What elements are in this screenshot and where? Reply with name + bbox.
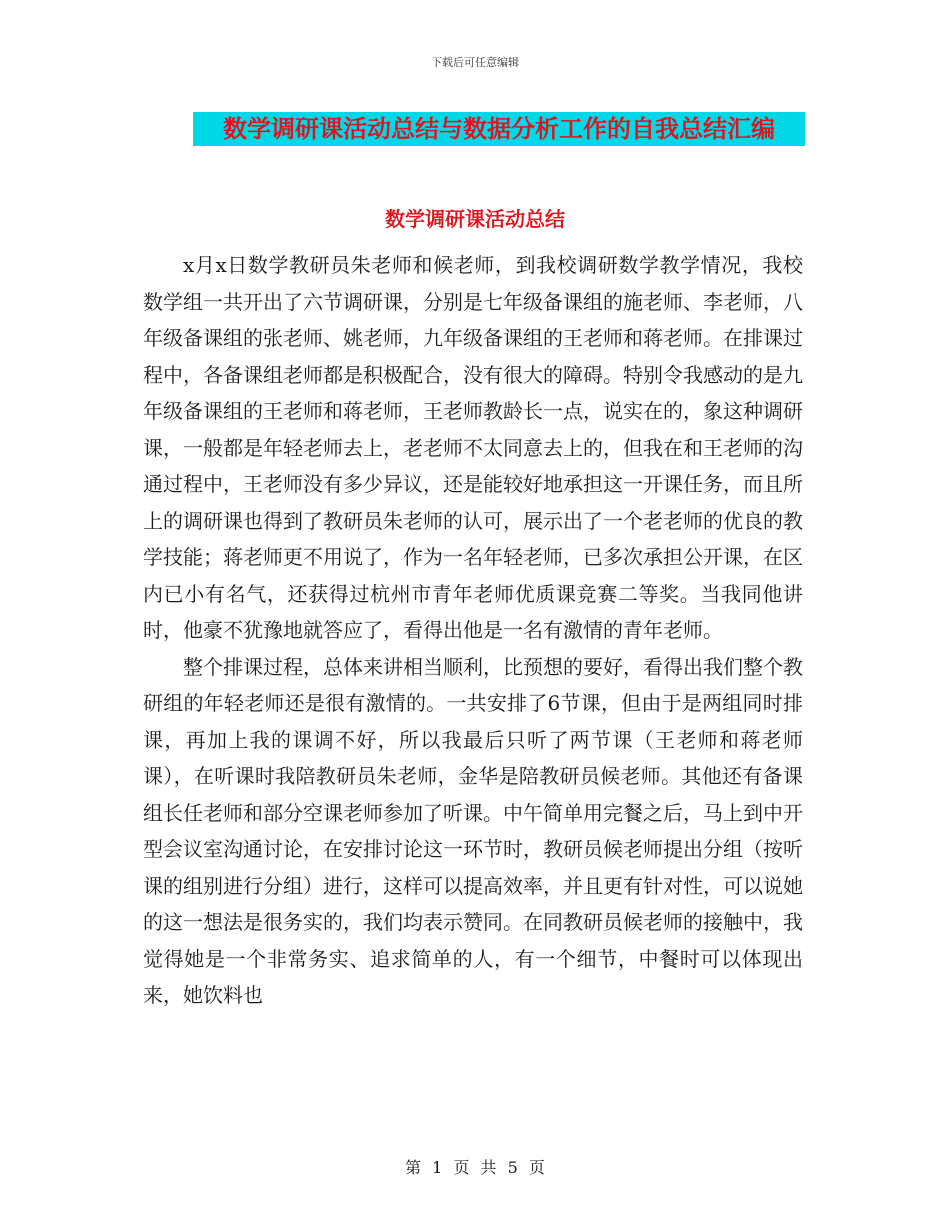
paragraph: x月x日数学教研员朱老师和候老师，到我校调研数学教学情况，我校数学组一共开出了六节调研课，分别是七年级备课组的施老师、李老师，八年级备课组的张老师、姚老师，九年级备课组的王老师和蒋老师。在排课过程中，各备课组老师都是积极配合，没有很大的障碍。特别令我感动的是九年级备课组的王老师和蒋老师，王老师教龄长一点，说实在的，象这种调研课，一般都是年轻老师去上，老老师不太同意去上的，但我在和王老师的沟通过程中，王老师没有多少异议，还是能较好地承担这一开课任务，而且所上的调研课也得到了教研员朱老师的认可，展示出了一个老老师的优良的教学技能；蒋老师更不用说了，作为一名年轻老师，已多次承担公开课，在区内已小有名气，还获得过杭州市青年老师优质课竞赛二等奖。当我同他讲时，他豪不犹豫地就答应了，看得出他是一名有激情的青年老师。 xyxy=(143,253,803,642)
document-title: 数学调研课活动总结与数据分析工作的自我总结汇编 xyxy=(223,115,775,143)
section-title: 数学调研课活动总结 xyxy=(385,207,565,231)
document-body xyxy=(143,247,803,1014)
page-header-note: 下载后可任意编辑 xyxy=(431,56,519,69)
paragraph: 整个排课过程，总体来讲相当顺利，比预想的要好，看得出我们整个教研组的年轻老师还是很有激情的。一共安排了6节课，但由于是两组同时排课，再加上我的课调不好，所以我最后只听了两节课（王老师和蒋老师课），在听课时我陪教研员朱老师，金华是陪教研员候老师。其他还有备课组长任老师和部分空课老师参加了听课。中午简单用完餐之后，马上到中开型会议室沟通讨论，在安排讨论这一环节时，教研员候老师提出分组（按听课的组别进行分组）进行，这样可以提高效率，并且更有针对性，可以说她的这一想法是很务实的，我们均表示赞同。在同教研员候老师的接触中，我觉得她是一个非常务实、追求简单的人，有一个细节，中餐时可以体现出来，她饮料也 xyxy=(143,654,803,1007)
page-number: 第 1 页 共 5 页 xyxy=(405,1158,545,1177)
